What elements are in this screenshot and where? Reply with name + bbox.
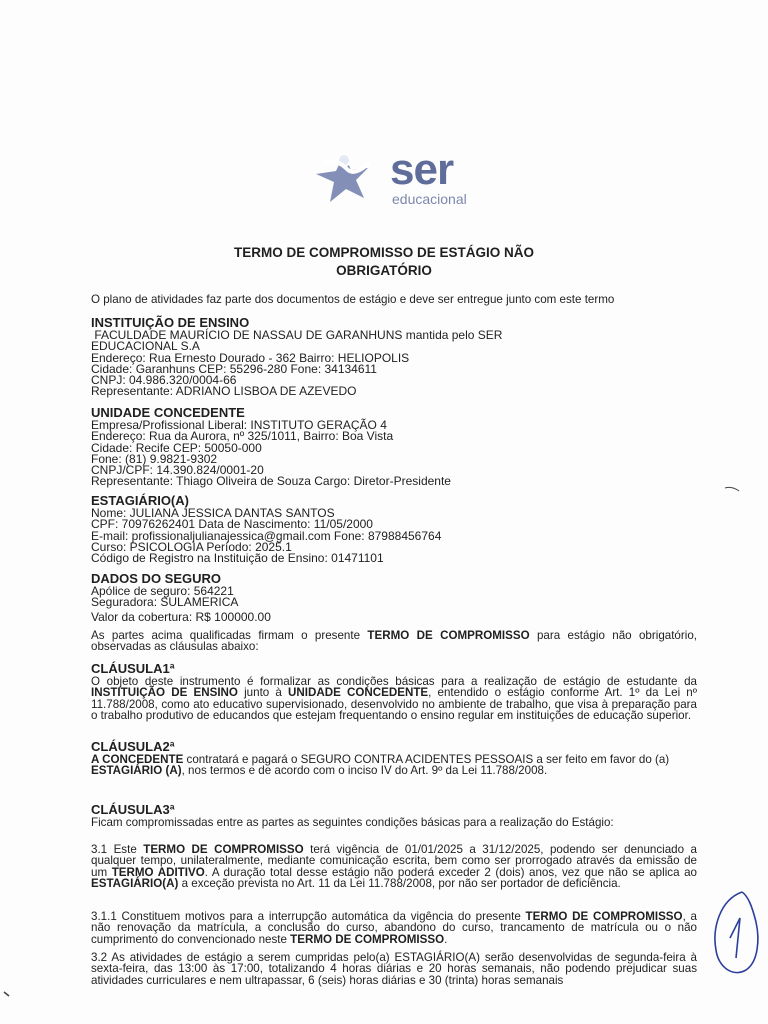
clausula1-section xyxy=(91,661,697,722)
instituicao-line: Cidade: Garanhuns CEP: 55296-280 Fone: 34134611 xyxy=(91,361,377,376)
intro-text: O plano de atividades faz parte dos documentos de estágio e deve ser entregue junto com este termo xyxy=(91,293,615,306)
unidade-line: Fone: (81) 9.9821-9302 xyxy=(91,451,218,466)
clausula1-body xyxy=(91,676,697,722)
unidade-line: Cidade: Recife CEP: 50050-000 xyxy=(91,440,262,455)
handwritten-number-icon xyxy=(706,888,762,984)
clausula2-text: contratará e pagará o SEGURO CONTRA ACIDENTES PESSOAIS a ser feito em favor do (a) xyxy=(183,753,670,766)
unidade-section xyxy=(91,405,697,488)
seguro-section xyxy=(91,571,697,623)
clausula2-heading: CLÁUSULA2ª xyxy=(91,739,175,754)
estagiario-heading: ESTAGIÁRIO(A) xyxy=(91,493,189,508)
clausula1-bold: UNIDADE CONCEDENTE xyxy=(288,686,429,700)
clausula1-bold: INSTITUIÇÃO DE ENSINO xyxy=(91,686,238,700)
item311-text: , a não renovação da matrícula, a conclusão do curso, abandono do curso, trancamento de matrícula ou o não cumprimento do convencionado neste xyxy=(91,910,697,946)
item311-bold: TERMO DE COMPROMISSO xyxy=(290,932,445,946)
seguro-line: Valor da cobertura: R$ 100000.00 xyxy=(91,609,271,624)
clausula2-bold: A CONCEDENTE xyxy=(91,753,184,766)
clausula1-heading: CLÁUSULA1ª xyxy=(91,661,175,676)
seguro-line: Apólice de seguro: 564221 xyxy=(91,584,234,598)
estagiario-line: E-mail: profissionaljulianajessica@gmail.com Fone: 87988456764 xyxy=(91,528,442,543)
stray-mark-icon xyxy=(724,486,740,492)
clausula2-body xyxy=(91,754,697,777)
partes-text: As partes acima qualificadas firmam o presente xyxy=(91,629,368,642)
clausula2-text: , nos termos e de acordo com o inciso IV do Art. 9º da Lei 11.788/2008. xyxy=(181,764,548,778)
logo-name: ser xyxy=(390,145,454,194)
item31-bold: TERMO DE COMPROMISSO xyxy=(143,843,304,856)
partes-bold: TERMO DE COMPROMISSO xyxy=(367,629,530,642)
item31-text: . A duração total desse estágio não poderá exceder 2 (dois) anos, vez que não se aplica ao xyxy=(204,865,697,879)
item-3-1-1 xyxy=(91,911,697,945)
partes-paragraph xyxy=(91,630,697,653)
unidade-line: CNPJ/CPF: 14.390.824/0001-20 xyxy=(91,463,264,478)
clausula1-text: , entendido o estágio conforme Art. 1º da Lei nº 11.788/2008, como ato educativo supervisionado, desenvolvido no ambiente de trabalho, que visa à preparação para o trabalho produtivo de educandos que estejam frequentando o ensino regular em instituições de educação superior. xyxy=(91,686,697,723)
clausula1-text: junto à xyxy=(237,686,288,700)
estagiario-line: Nome: JULIANA JESSICA DANTAS SANTOS xyxy=(91,506,335,520)
item31-text: a exceção prevista no Art. 11 da Lei 11.788/2008, por não ser portador de deficiência. xyxy=(178,877,621,891)
instituicao-line: CNPJ: 04.986.320/0004-66 xyxy=(91,373,237,388)
instituicao-line: Endereço: Rua Ernesto Dourado - 362 Bairro: HELIOPOLIS xyxy=(91,350,410,365)
estagiario-section xyxy=(91,493,697,564)
item311-text: . xyxy=(444,932,448,946)
document-title-line2: OBRIGATÓRIO xyxy=(336,263,432,278)
unidade-line: Empresa/Profissional Liberal: INSTITUTO GERAÇÃO 4 xyxy=(91,418,387,432)
item-3-1 xyxy=(91,844,697,890)
unidade-line: Endereço: Rua da Aurora, nº 325/1011, Bairro: Boa Vista xyxy=(91,429,394,444)
item-3-2: 3.2 As atividades de estágio a serem cumpridas pelo(a) ESTAGIÁRIO(A) serão desenvolvidas de segunda-feira à sexta-feira, das 13:00 às 17:00, totalizando 4 horas diárias e 20 horas semanais, não podendo prejudicar suas atividades curriculares e nem ultrapassar, 6 (seis) horas diárias e 30 (trinta) horas semanais xyxy=(91,951,697,987)
item31-bold: TERMO ADITIVO xyxy=(111,865,205,879)
partes-text: para estágio não obrigatório, observadas as cláusulas abaixo: xyxy=(91,629,697,654)
document-title-line1: TERMO DE COMPROMISSO DE ESTÁGIO NÃO xyxy=(233,245,535,260)
seguro-heading: DADOS DO SEGURO xyxy=(91,571,222,586)
item311-text: 3.1.1 Constituem motivos para a interrupção automática da vigência do presente xyxy=(91,910,526,923)
unidade-heading: UNIDADE CONCEDENTE xyxy=(91,405,245,420)
instituicao-heading: INSTITUIÇÃO DE ENSINO xyxy=(91,315,250,330)
instituicao-line: Representante: ADRIANO LISBOA DE AZEVEDO xyxy=(91,384,357,399)
unidade-line: Representante: Thiago Oliveira de Souza Cargo: Diretor-Presidente xyxy=(91,474,451,489)
clausula2-bold: ESTAGIÁRIO (A) xyxy=(91,764,182,778)
clausula3-heading: CLÁUSULA3ª xyxy=(91,802,175,817)
instituicao-section xyxy=(91,315,697,398)
item31-bold: ESTAGIÁRIO(A) xyxy=(91,877,179,891)
instituicao-line: EDUCACIONAL S.A xyxy=(91,339,200,354)
clausula2-section xyxy=(91,739,697,777)
clausula3-section xyxy=(91,802,697,828)
stray-mark-icon xyxy=(3,990,11,998)
seguro-line: Seguradora: SULAMERICA xyxy=(91,595,239,610)
item311-bold: TERMO DE COMPROMISSO xyxy=(525,910,683,923)
estagiario-line: Curso: PSICOLOGIA Período: 2025.1 xyxy=(91,539,292,554)
clausula3-intro: Ficam compromissadas entre as partes as seguintes condições básicas para a realização do Estágio: xyxy=(91,816,614,829)
item31-text: 3.1 Este xyxy=(91,843,144,856)
clausula1-text: O objeto deste instrumento é formalizar as condições básicas para a realização de estágio de estudante da xyxy=(91,675,697,688)
logo-subname: educacional xyxy=(392,191,467,207)
item31-text: terá vigência de 01/01/2025 a 31/12/2025, podendo ser denunciado a qualquer tempo, unilateralmente, mediante comunicação escrita, bem como ser prorrogado através da emissão de um xyxy=(91,843,697,879)
estagiario-line: CPF: 70976262401 Data de Nascimento: 11/05/2000 xyxy=(91,517,373,532)
instituicao-line: FACULDADE MAURÍCIO DE NASSAU DE GARANHUNS mantida pelo SER xyxy=(91,328,503,342)
estagiario-line: Código de Registro na Instituição de Ensino: 01471101 xyxy=(91,551,384,566)
